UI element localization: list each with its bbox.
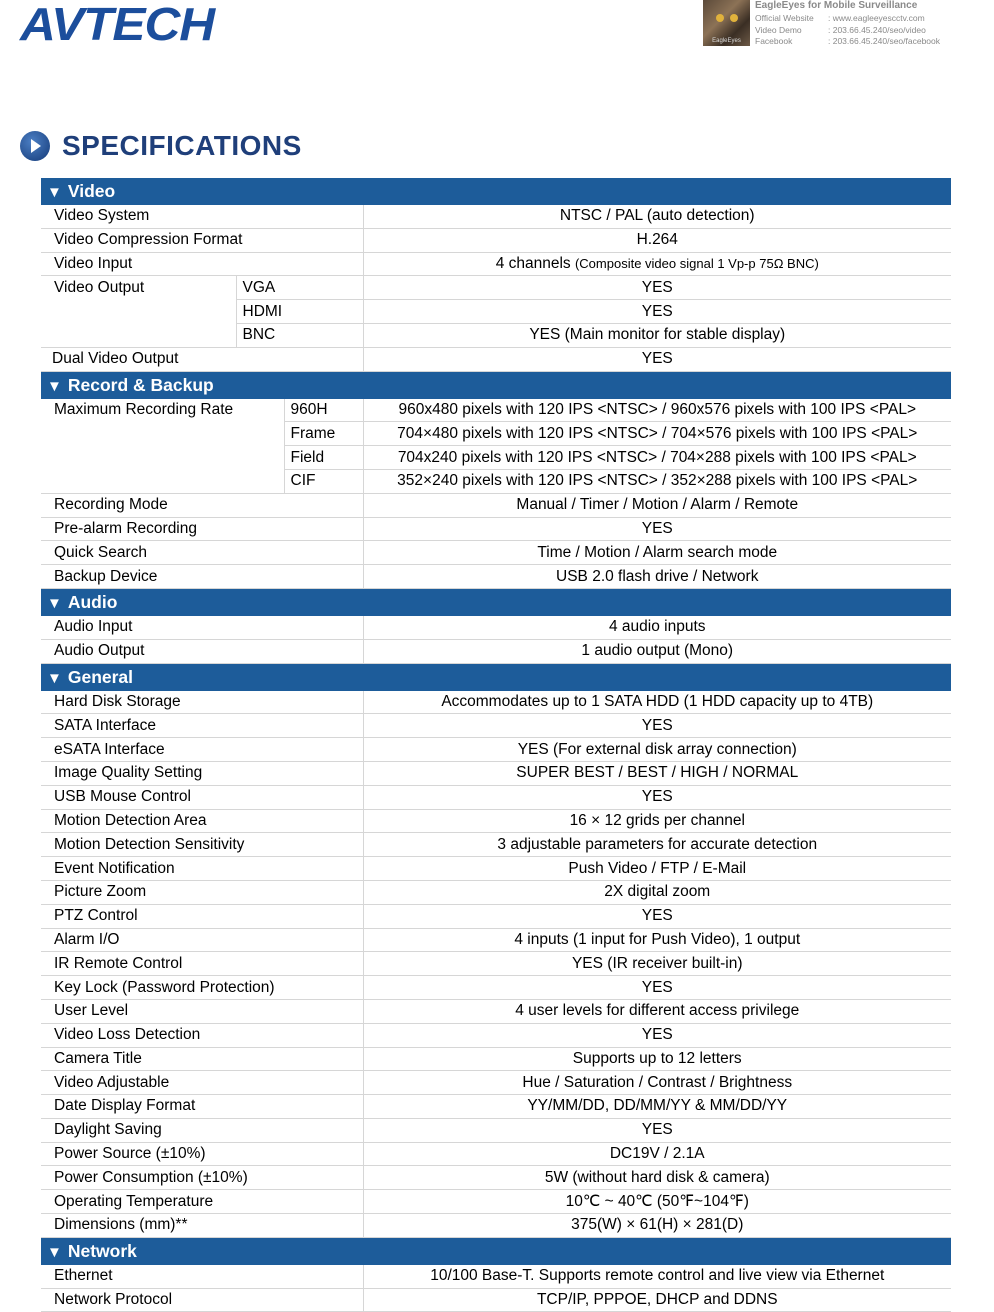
table-row: CIF 352×240 pixels with 120 IPS <NTSC> / 352×288 pixels with 100 IPS <PAL>	[41, 469, 951, 493]
table-row: Ethernet 10/100 Base-T. Supports remote control and live view via Ethernet	[41, 1265, 951, 1288]
table-row: SATA Interface YES	[41, 714, 951, 738]
table-row: Video Output VGA YES	[41, 276, 951, 300]
table-row: Date Display Format YY/MM/DD, DD/MM/YY & MM/DD/YY	[41, 1095, 951, 1119]
table-row: Dual Video Output YES	[41, 347, 951, 371]
owl-eye-icon	[716, 14, 724, 22]
eagleeyes-link-facebook[interactable]: Facebook : 203.66.45.240/seo/facebook	[755, 36, 941, 46]
table-row: Audio Output 1 audio output (Mono)	[41, 639, 951, 663]
triangle-down-icon: ▼	[47, 184, 62, 201]
section-header-record-backup: ▼ Record & Backup	[41, 371, 951, 399]
table-row: Video Adjustable Hue / Saturation / Contrast / Brightness	[41, 1071, 951, 1095]
table-row: Field 704x240 pixels with 120 IPS <NTSC> / 704×288 pixels with 100 IPS <PAL>	[41, 446, 951, 470]
table-row: Picture Zoom 2X digital zoom	[41, 880, 951, 904]
table-row: Motion Detection Area 16 × 12 grids per channel	[41, 809, 951, 833]
table-row: Quick Search Time / Motion / Alarm search mode	[41, 541, 951, 565]
table-row: IR Remote Control YES (IR receiver built-in)	[41, 952, 951, 976]
table-row: Image Quality Setting SUPER BEST / BEST / HIGH / NORMAL	[41, 761, 951, 785]
eagleeyes-title: EagleEyes for Mobile Surveillance	[755, 0, 918, 11]
triangle-down-icon: ▼	[47, 594, 62, 612]
table-row: BNC YES (Main monitor for stable display)	[41, 323, 951, 347]
table-row: Dimensions (mm)** 375(W) × 61(H) × 281(D)	[41, 1214, 951, 1238]
eagleeyes-link-website[interactable]: Official Website : www.eagleeyescctv.com	[755, 13, 925, 23]
table-row: Audio Input 4 audio inputs	[41, 616, 951, 639]
table-row: Backup Device USB 2.0 flash drive / Network	[41, 565, 951, 589]
table-row: Hard Disk Storage Accommodates up to 1 SATA HDD (1 HDD capacity up to 4TB)	[41, 691, 951, 714]
table-row: Event Notification Push Video / FTP / E-Mail	[41, 857, 951, 881]
section-header-video: ▼ Video	[41, 178, 951, 205]
section-header-audio: ▼ Audio	[41, 588, 951, 616]
eagleeyes-thumb-caption: EagleEyes	[712, 38, 741, 44]
eagleeyes-owl-image	[703, 0, 750, 46]
eagleeyes-link-video[interactable]: Video Demo : 203.66.45.240/seo/video	[755, 24, 926, 35]
table-row: HDMI YES	[41, 300, 951, 324]
table-row: Video Input 4 channels (Composite video signal 1 Vp-p 75Ω BNC)	[41, 252, 951, 276]
table-row: Video Compression Format H.264	[41, 228, 951, 252]
eagleeyes-links	[755, 13, 940, 48]
play-arrow-icon	[20, 131, 50, 161]
table-row: Power Consumption (±10%) 5W (without hard disk & camera)	[41, 1166, 951, 1190]
table-row: Power Source (±10%) DC19V / 2.1A	[41, 1142, 951, 1166]
table-row: Alarm I/O 4 inputs (1 input for Push Video), 1 output	[41, 928, 951, 952]
avtech-logo: AVTECH	[20, 0, 215, 50]
table-row: Key Lock (Password Protection) YES	[41, 976, 951, 1000]
table-row: Recording Mode Manual / Timer / Motion / Alarm / Remote	[41, 493, 951, 517]
table-row: Pre-alarm Recording YES	[41, 517, 951, 541]
table-row: eSATA Interface YES (For external disk array connection)	[41, 738, 951, 762]
table-row: Motion Detection Sensitivity 3 adjustable parameters for accurate detection	[41, 833, 951, 857]
table-row: Daylight Saving YES	[41, 1118, 951, 1142]
specifications-table	[41, 178, 951, 1312]
table-row: Network Protocol TCP/IP, PPPOE, DHCP and DDNS	[41, 1288, 951, 1312]
section-header-general: ▼ General	[41, 663, 951, 691]
table-row: Video System NTSC / PAL (auto detection)	[41, 205, 951, 228]
table-row: PTZ Control YES	[41, 904, 951, 928]
triangle-down-icon: ▼	[47, 669, 62, 687]
triangle-down-icon: ▼	[47, 1243, 62, 1261]
specifications-heading	[20, 129, 302, 163]
table-row: Camera Title Supports up to 12 letters	[41, 1047, 951, 1071]
table-row: Maximum Recording Rate 960H 960x480 pixels with 120 IPS <NTSC> / 960x576 pixels with 100 IPS <PAL>	[41, 399, 951, 422]
table-row: Frame 704×480 pixels with 120 IPS <NTSC> / 704×576 pixels with 100 IPS <PAL>	[41, 422, 951, 446]
section-header-network: ▼ Network	[41, 1237, 951, 1265]
table-row: User Level 4 user levels for different access privilege	[41, 999, 951, 1023]
triangle-down-icon: ▼	[47, 377, 62, 395]
owl-eye-icon	[730, 14, 738, 22]
table-row: Operating Temperature 10℃ ~ 40℃ (50℉~104℉)	[41, 1190, 951, 1214]
table-row: Video Loss Detection YES	[41, 1023, 951, 1047]
page-title: SPECIFICATIONS	[62, 130, 302, 161]
table-row: USB Mouse Control YES	[41, 785, 951, 809]
